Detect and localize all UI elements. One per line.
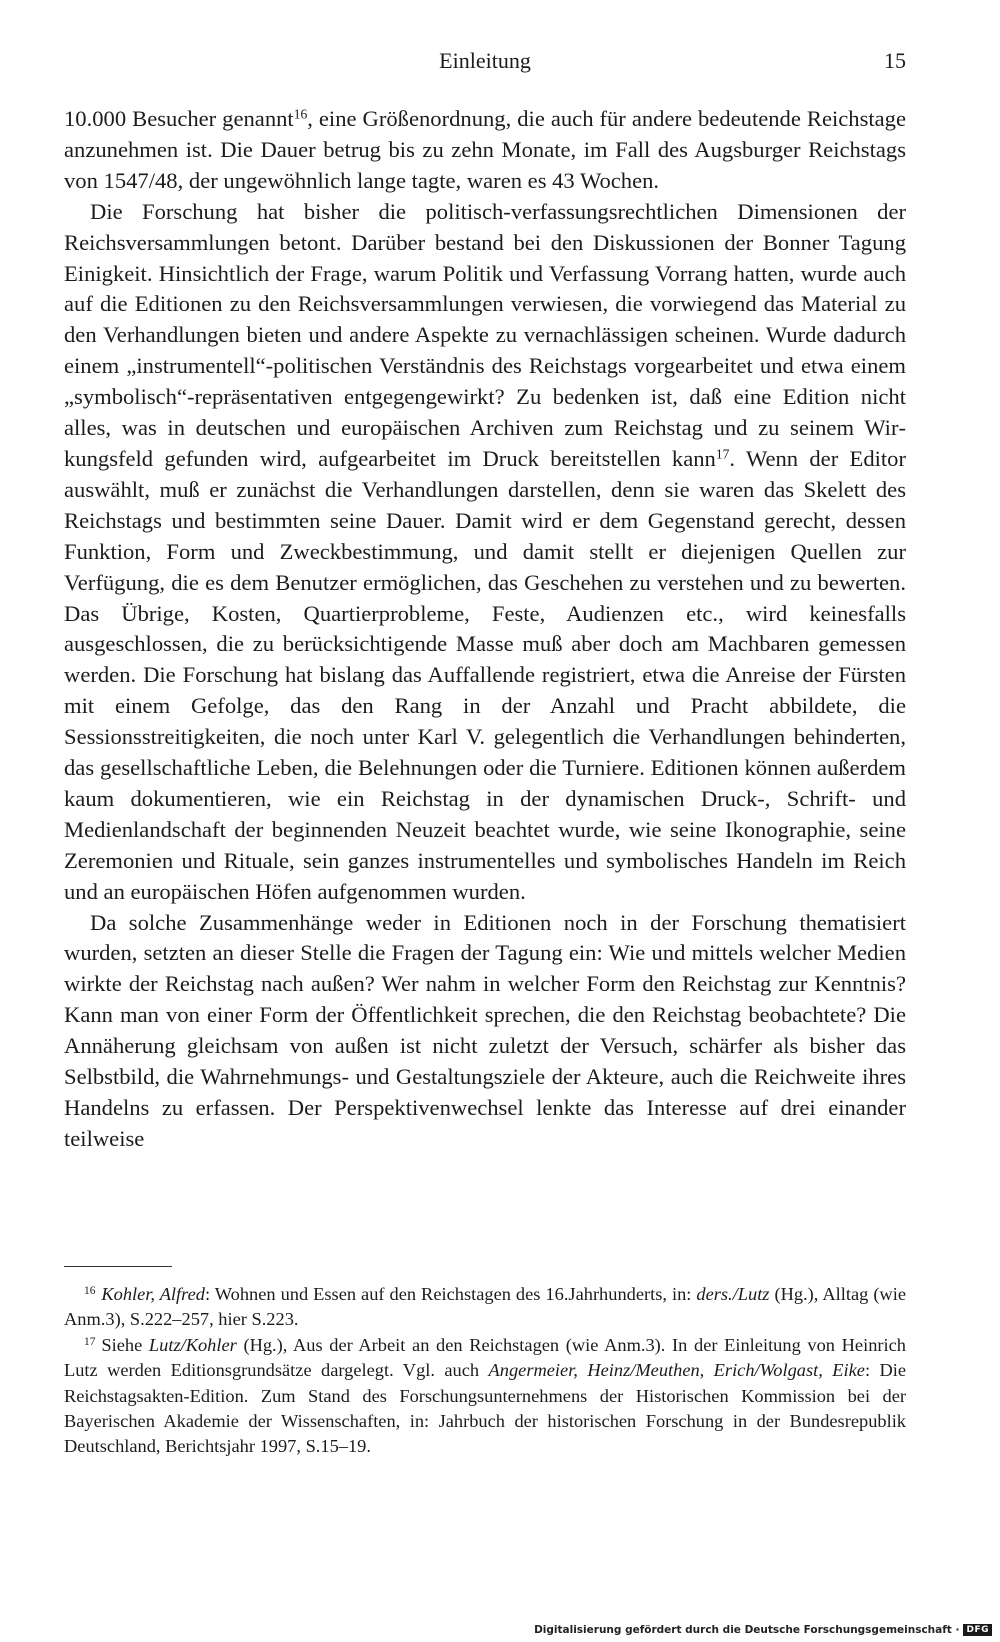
text-segment: Da solche Zusammenhänge weder in Editionen noch in der Forschung thematisiert wurden, setzten an dieser Stelle die Fragen der Tagung ein: Wie und mittels welcher Medien wirkte der Reichstag nach außen? Wer nahm in welcher Form den Reichstag zur Kenntnis? Kann man von einer Form der Öffentlichkeit sprechen, die den Reichstag beobachtete? Die Annäherung gleichsam von außen ist nicht zuletzt der Versuch, schärfer als bisher das Selbstbild, die Wahrnehmungs- und Gestaltungsziele der Akteure, auch die Reichweite ihres Handelns zu erfassen. Der Perspektivenwechsel lenkte das Interesse auf drei einander teilweise [64,909,906,1151]
text-segment: : Die Reichstagsakten-Edition. Zum Stand des Forschungsunternehmens der Historischen Kommission bei der Bayerischen Akademie der Wissenschaften, in: Jahrbuch der historischen Forschung in der Bundesrepublik Deutschland, Berichtsjahr 1997, S.15–19. [64,1360,907,1457]
paragraph [64,197,906,908]
text-segment: (Hg.), Aus der Arbeit an den Reichstagen (wie Anm.3). In der Einleitung von Heinrich Lutz werden Editionsgrundsätze dargelegt. Vgl. auch [64,1334,906,1381]
author-name: Lutz/Kohler [148,1334,237,1355]
dfg-logo: DFG [963,1624,992,1636]
footnotes [64,1282,906,1460]
paragraph [64,104,906,197]
footnote-ref: 17 [715,446,730,462]
text-segment: . Wenn der Editor auswählt, muß er zunächst die Verhandlungen darstellen, denn sie waren das Skelett des Reichstags und bestimmten seine Dauer. Damit wird er dem Gegenstand gerecht, dessen Funktion, Form und Zweckbestimmung, und damit stellt er diejenigen Quellen zur Verfügung, die es dem Benutzer ermöglichen, das Geschehen zu verstehen und zu bewerten. Das Übrige, Kosten, Quartierprobleme, Feste, Audienzen etc., wird keinesfalls ausgeschlossen, die zu berücksichtigende Masse muß aber doch am Machbaren gemessen werden. Die Forschung hat bislang das Auffallende registriert, etwa die Anreise der Fürsten mit einem Gefolge, das den Rang in der Anzahl und Pracht abbildete, die Sessionsstreitigkeiten, die noch unter Karl V. gelegentlich die Verhandlungen behinderten, das gesellschaftliche Leben, die Belehnungen oder die Turniere. Editionen können außerdem kaum dokumentieren, wie ein Reichstag in der dynamischen Druck-, Schrift- und Medienlandschaft der beginnenden Neuzeit beachtet wurde, wie seine Ikonographie, seine Zeremonien und Rituale, sein ganzes instrumentelles und symbolisches Handeln im Reich und an europäischen Höfen aufgenommen wurden. [64,445,906,904]
footnote-number: 17 [84,1335,96,1348]
page-header [64,48,906,82]
footnote-separator [64,1266,172,1267]
footnote-ref: 16 [293,106,308,122]
text-segment: 10.000 Besucher genannt [64,106,294,131]
paragraph [64,908,906,1155]
text-segment: Die Forschung hat bisher die politisch-verfassungsrechtlichen Dimensionen der Reichsversammlungen betont. Darüber bestand bei den Diskussionen der Bonner Tagung Einigkeit. Hinsichtlich der Frage, warum Politik und Verfassung Vorrang hatten, wurde auch auf die Editionen zu den Reichsversammlungen verwiesen, die vorwiegend das Material zu den Verhandlungen bieten und andere Aspekte zu vernachlässigen scheinen. Wurde dadurch einem „instrumentell“-politischen Verständnis des Reichstags vorgearbeitet und etwa einem „symbolisch“-repräsentativen entgegengewirkt? Zu bedenken ist, daß eine Edition nicht alles, was in deutschen und europäischen Archiven zum Reichstag und zu seinem Wirkungsfeld gefunden wird, aufgearbeitet im Druck bereitstellen kann [64,198,906,471]
main-text [64,104,906,1155]
digitization-note: Digitalisierung gefördert durch die Deutsche Forschungsgemeinschaft · [534,1624,960,1636]
digitization-credit [534,1624,992,1636]
footnote [64,1282,906,1333]
footnote-number: 16 [84,1284,96,1297]
running-title: Einleitung [439,48,531,73]
text-segment: , eine Größenordnung, die auch für andere bedeutende Reichstage anzunehmen ist. Die Dauer betrug bis zu zehn Monate, im Fall des Augsburger Reichstags von 1547/48, der ungewöhnlich lange tagte, waren es 43 Wochen. [64,106,907,193]
text-segment: : Wohnen und Essen auf den Reichstagen des 16.Jahrhunderts, in: [204,1284,697,1304]
author-name: Kohler, Alfred [101,1284,205,1304]
footnote [64,1333,906,1460]
author-name: Angermeier, Heinz/Meuthen, Erich/Wolgast, Eike [488,1360,865,1381]
text-segment: (Hg.), Alltag (wie Anm.3), S.222–257, hier S.223. [64,1284,906,1330]
author-name: ders./Lutz [696,1284,770,1304]
text-segment: Siehe [101,1334,149,1355]
page-number: 15 [884,48,906,73]
